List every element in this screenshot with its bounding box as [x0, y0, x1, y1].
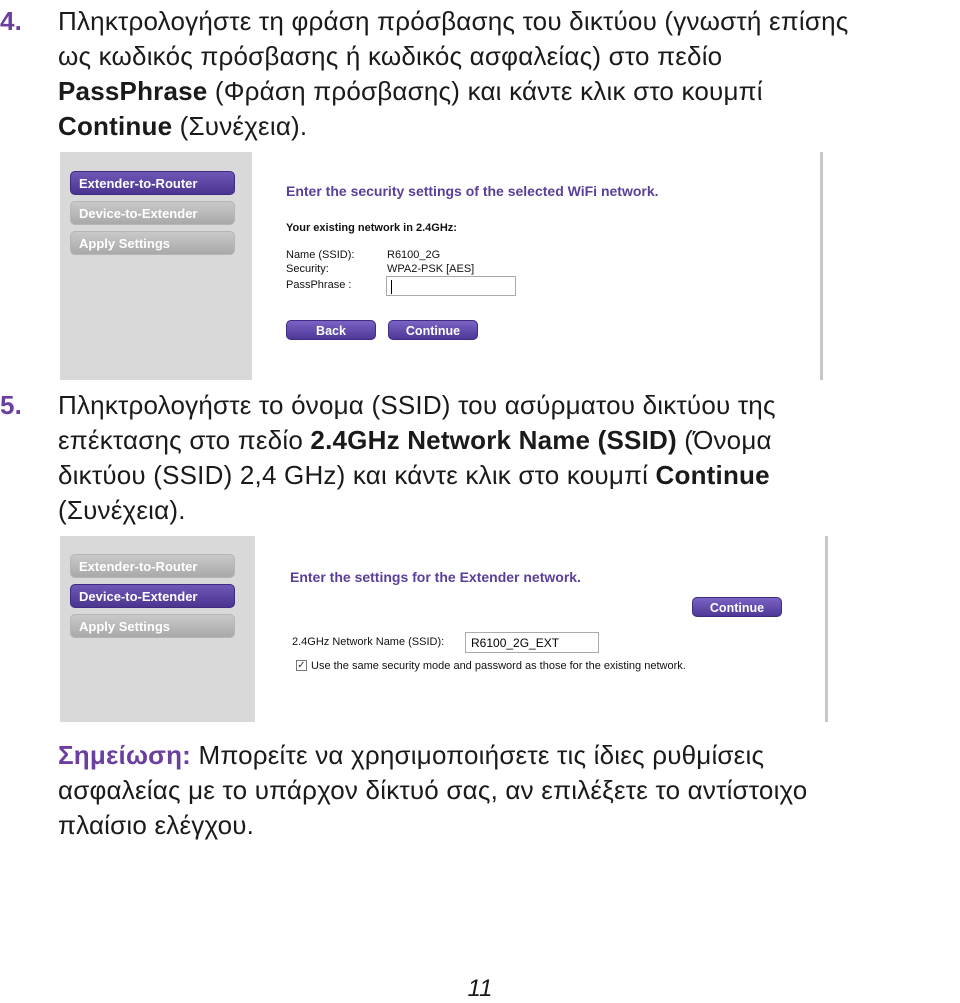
continue-button[interactable]: Continue [692, 597, 782, 617]
note-label: Σημείωση: [58, 740, 192, 770]
existing-network-subheading: Your existing network in 2.4GHz: [286, 222, 457, 234]
nav-extender-to-router[interactable]: Extender-to-Router [70, 554, 235, 578]
step-4-text: 4. Πληκτρολογήστε τη φράση πρόσβασης του δικτύου (γνωστή επίσης ως κωδικός πρόσβασης ή κωδικός ασφαλείας) στο πεδίο PassPhrase (Φράση πρόσβασης) και κάντε κλικ στο κουμπί Continue (Συνέχεια). [0, 6, 849, 141]
step-5-text: 5. Πληκτρολογήστε το όνομα (SSID) του ασύρματου δικτύου της επέκτασης στο πεδίο 2.4GHz Network Name (SSID) (Όνομα δικτύου (SSID) 2,4 GHz) και κάντε κλικ στο κουμπί Continue (Συνέχεια). [0, 390, 776, 525]
step-4-number: 4. [0, 6, 23, 36]
back-button[interactable]: Back [286, 320, 376, 340]
text-cursor [391, 280, 392, 294]
page-number: 11 [467, 975, 493, 1002]
checkbox-label: Use the same security mode and password as those for the existing network. [311, 660, 686, 672]
security-value: WPA2-PSK [AES] [387, 263, 475, 275]
nav-device-to-extender[interactable]: Device-to-Extender [70, 201, 235, 225]
passphrase-input[interactable] [386, 276, 516, 296]
nav-apply-settings[interactable]: Apply Settings [70, 231, 235, 255]
name-label: Name (SSID): [286, 249, 355, 261]
name-value: R6100_2G [387, 249, 441, 261]
extender-heading: Enter the settings for the Extender network. [290, 569, 581, 585]
nav-apply-settings[interactable]: Apply Settings [70, 614, 235, 638]
passphrase-label: PassPhrase : [286, 279, 352, 291]
ssid-input[interactable]: R6100_2G_EXT [465, 632, 599, 653]
nav-extender-to-router[interactable]: Extender-to-Router [70, 171, 235, 195]
security-label: Security: [286, 263, 329, 275]
security-settings-screenshot [60, 152, 826, 380]
continue-button[interactable]: Continue [388, 320, 478, 340]
right-border [825, 536, 828, 722]
security-heading: Enter the security settings of the selected WiFi network. [286, 183, 659, 199]
ssid-label: 2.4GHz Network Name (SSID): [292, 636, 445, 648]
extender-settings-screenshot [60, 536, 830, 722]
same-security-checkbox[interactable]: ✓ [297, 660, 306, 671]
step-5-number: 5. [0, 390, 23, 420]
nav-device-to-extender[interactable]: Device-to-Extender [70, 584, 235, 608]
right-border [820, 152, 823, 380]
note-text: Σημείωση: Μπορείτε να χρησιμοποιήσετε τις ίδιες ρυθμίσεις ασφαλείας με το υπάρχον δίκτυό σας, αν επιλέξετε το αντίστοιχο πλαίσιο ελέγχου. [58, 740, 808, 840]
